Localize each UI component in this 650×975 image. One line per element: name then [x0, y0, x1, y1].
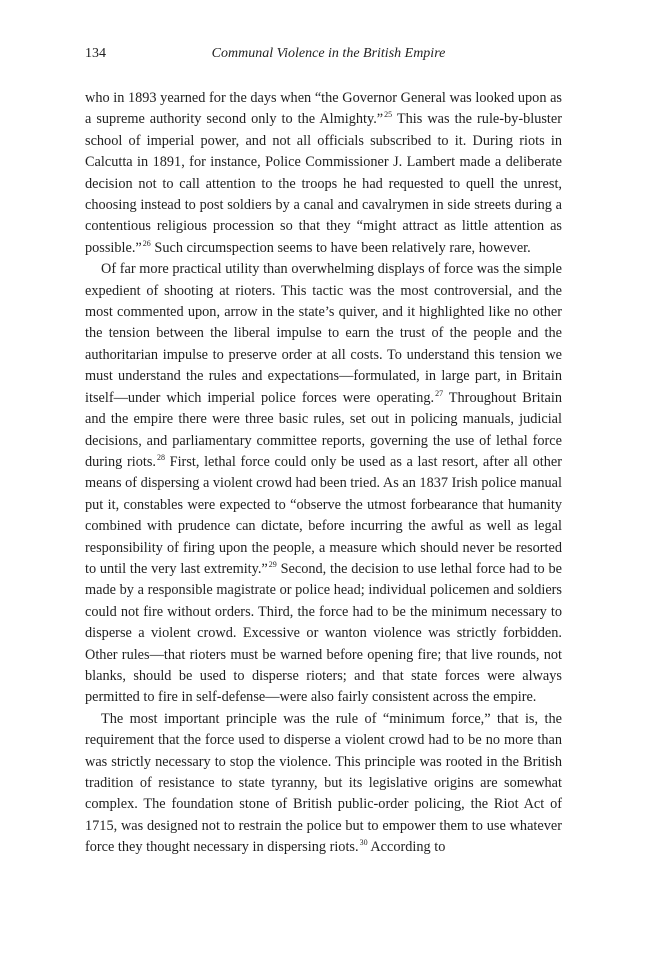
paragraph — [85, 709, 562, 859]
footnote-ref-28: 28 — [156, 452, 165, 462]
text-run: Throughout Britain and the empire there were three basic rules, set out in policing manuals, judicial decisions, and parliamentary committee reports, governing the use of lethal force during riots. — [85, 389, 562, 470]
text-run: Of far more practical utility than overwhelming displays of force was the simple expedient of shooting at rioters. This tactic was the most controversial, and the most commented upon, arrow in the state’s quiver, and it highlighted like no other the tension between the liberal impulse to earn the trust of the people and the authoritarian impulse to preserve order at all costs. To understand this tension we must understand the rules and expectations—formulated, in large part, in Britain itself—under which imperial police forces were operating. — [85, 261, 562, 406]
running-head — [85, 44, 562, 64]
paragraph — [85, 259, 562, 709]
text-run: According to — [367, 839, 446, 856]
paragraph-continued — [85, 88, 562, 259]
text-run: First, lethal force could only be used as a last resort, after all other means of dispersing a violent crowd had been tried. As an 1837 Irish police manual put it, constables were expected to “observe the utmost forbearance that humanity combined with prudence can dictate, before incurring the awful as well as legal responsibility of firing upon the people, a measure which should never be resorted to until the very last extremity.” — [85, 453, 562, 577]
text-run: Such circumspection seems to have been relatively rare, however. — [150, 239, 531, 256]
footnote-ref-25: 25 — [384, 110, 393, 120]
footnote-ref-30: 30 — [359, 838, 368, 848]
running-title: Communal Violence in the British Empire — [211, 46, 446, 61]
footnote-ref-29: 29 — [268, 559, 277, 569]
book-page — [85, 0, 562, 975]
footnote-ref-27: 27 — [435, 388, 444, 398]
body-text — [85, 88, 562, 859]
text-run: The most important principle was the rule of “minimum force,” that is, the requirement that the force used to disperse a violent crowd had to be no more than was strictly necessary to stop the violence. This principle was rooted in the British tradition of resistance to state tyranny, but its legislative origins are somewhat complex. The foundation stone of British public-order policing, the Riot Act of 1715, was designed not to restrain the police but to empower them to use whatever force they thought necessary in dispersing riots. — [85, 710, 562, 856]
text-run: who in 1893 yearned for the days when “the Governor General was looked upon as a supreme authority second only to the Almighty.” — [85, 90, 562, 128]
page-number: 134 — [85, 46, 106, 61]
footnote-ref-26: 26 — [142, 238, 151, 248]
text-run: This was the rule-by-bluster school of imperial power, and not all officials subscribed to it. During riots in Calcutta in 1891, for instance, Police Commissioner J. Lambert made a deliberate decision not to call attention to the troops he had requested to quell the unrest, choosing instead to post soldiers by a canal and cavalrymen in side streets during a contentious religious procession so that they “might attract as little attention as possible.” — [85, 111, 562, 256]
text-run: Second, the decision to use lethal force had to be made by a responsible magistrate or police head; individual policemen and soldiers could not fire without orders. Third, the force had to be the minimum necessary to disperse a violent crowd. Excessive or wanton violence was strictly forbidden. Other rules—that rioters must be warned before opening fire; that live rounds, not blanks, should be used to disperse rioters; and that state forces were always permitted to fire in self-defense—were also fairly consistent across the empire. — [85, 560, 562, 706]
